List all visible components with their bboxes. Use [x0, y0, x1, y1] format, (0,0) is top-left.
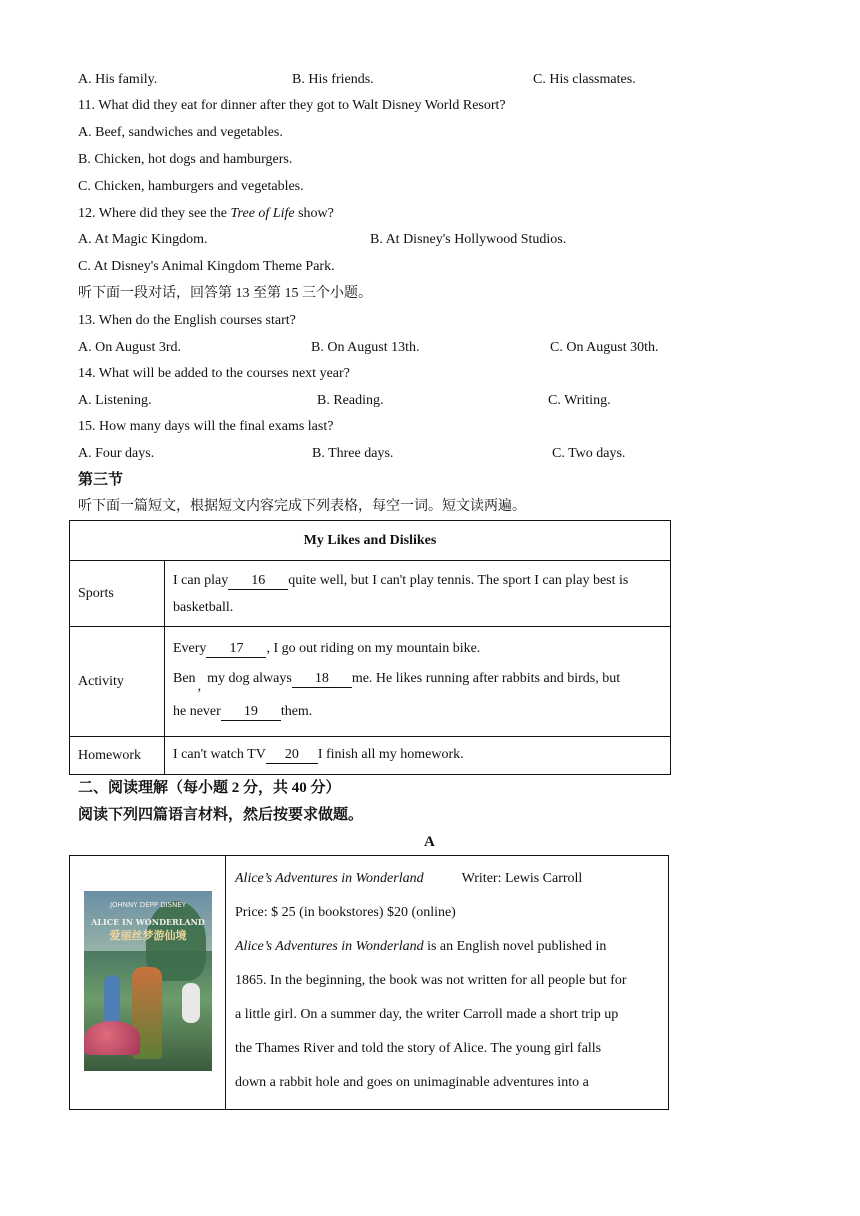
q12-option-a: A. At Magic Kingdom. [78, 232, 208, 247]
passage-line-1 [227, 938, 667, 972]
q10-option-a: A. His family. [78, 72, 158, 87]
passage-line-3: a little girl. On a summer day, the writer Carroll made a short trip up [235, 1007, 619, 1022]
homework-text-1: I can't watch TV [173, 747, 266, 762]
q15-option-a: A. Four days. [78, 446, 155, 461]
section3-instruction: 听下面一篇短文，根据短文内容完成下列表格，每空一词。短文读两遍。 [78, 499, 526, 514]
sports-cell [165, 561, 671, 627]
q12-question-italic: Tree of Life [230, 206, 295, 221]
q12-option-c: C. At Disney's Animal Kingdom Theme Park. [78, 259, 335, 274]
book-writer: Writer: Lewis Carroll [461, 871, 583, 886]
book-cover-image [84, 891, 212, 1071]
likes-dislikes-table [69, 520, 671, 775]
q15-option-c: C. Two days. [552, 446, 626, 461]
table-row [70, 627, 671, 737]
part2-instruction: 阅读下列四篇语言材料，然后按要求做题。 [78, 807, 364, 823]
passage-line-1-rest: is an English novel published in [423, 939, 607, 954]
table-row [70, 737, 671, 775]
activity-text-5: me. He likes running after rabbits and birds, but [351, 670, 621, 686]
q10-option-c: C. His classmates. [533, 72, 636, 87]
activity-text-2: , I go out riding on my mountain bike. [266, 640, 481, 656]
q13-option-a: A. On August 3rd. [78, 340, 182, 355]
q14-option-a: A. Listening. [78, 393, 152, 408]
homework-text-2: I finish all my homework. [317, 747, 464, 762]
blank-19: 19 [221, 704, 281, 721]
cover-title [84, 917, 212, 943]
cover-cell [70, 856, 226, 1110]
q14-option-c: C. Writing. [548, 393, 611, 408]
q15-question: 15. How many days will the final exams last? [78, 419, 334, 434]
q13-question: 13. When do the English courses start? [78, 313, 296, 328]
blank-18: 18 [292, 671, 352, 688]
part2-title: 二、阅读理解（每小题 2 分，共 40 分） [78, 780, 341, 796]
q15-option-b: B. Three days. [312, 446, 394, 461]
q12-question-pre: 12. Where did they see the [78, 206, 231, 221]
sports-text-1: I can play [173, 572, 229, 588]
sports-text-2: quite well, but I can't play tennis. The sport I can play best is [288, 572, 629, 588]
cover-top-text: JOHNNY DEPP DISNEY [109, 901, 187, 909]
book-title: Alice’s Adventures in Wonderland [235, 871, 424, 886]
activity-text-3: Ben [173, 670, 196, 686]
row-label-sports: Sports [70, 561, 165, 627]
q11-option-a: A. Beef, sandwiches and vegetables. [78, 125, 283, 140]
q12-question [78, 205, 334, 223]
dialogue-instruction: 听下面一段对话，回答第 13 至第 15 三个小题。 [78, 286, 372, 301]
sports-text-3: basketball. [173, 599, 234, 615]
blank-16: 16 [228, 573, 288, 590]
passage-label: A [424, 834, 435, 850]
cover-title-cn: 爱丽丝梦游仙境 [109, 929, 187, 942]
activity-text-4: my dog always [207, 670, 292, 686]
passage-italic-title: Alice’s Adventures in Wonderland [235, 939, 424, 954]
blank-20: 20 [266, 747, 318, 764]
table-title: My Likes and Dislikes [70, 521, 671, 561]
q11-question: 11. What did they eat for dinner after they got to Walt Disney World Resort? [78, 98, 506, 113]
section3-title: 第三节 [78, 472, 124, 488]
reading-a-table [69, 855, 669, 1110]
activity-text-7: them. [280, 703, 313, 719]
passage-line-4: the Thames River and told the story of Alice. The young girl falls [235, 1041, 602, 1056]
activity-comma: , [197, 678, 202, 694]
row-label-homework: Homework [70, 737, 165, 775]
q11-option-b: B. Chicken, hot dogs and hamburgers. [78, 152, 293, 167]
q11-option-c: C. Chicken, hamburgers and vegetables. [78, 179, 304, 194]
table-row [70, 561, 671, 627]
q12-option-b: B. At Disney's Hollywood Studios. [370, 232, 567, 247]
homework-cell [165, 737, 671, 775]
blank-17: 17 [206, 641, 266, 658]
activity-text-6: he never [173, 703, 221, 719]
q13-option-c: C. On August 30th. [550, 340, 659, 355]
row-label-activity: Activity [70, 627, 165, 737]
reading-text-cell [226, 856, 669, 1110]
activity-cell [165, 627, 671, 737]
q14-option-b: B. Reading. [317, 393, 384, 408]
passage-line-5: down a rabbit hole and goes on unimaginable adventures into a [235, 1075, 589, 1090]
cover-title-en: ALICE IN WONDERLAND [91, 917, 205, 927]
book-price: Price: $ 25 (in bookstores) $20 (online) [235, 905, 456, 920]
passage-line-2: 1865. In the beginning, the book was not written for all people but for [235, 973, 627, 988]
activity-text-1: Every [173, 640, 207, 656]
q14-question: 14. What will be added to the courses next year? [78, 366, 350, 381]
q12-question-post: show? [294, 206, 334, 221]
q13-option-b: B. On August 13th. [311, 340, 420, 355]
q10-option-b: B. His friends. [292, 72, 374, 87]
